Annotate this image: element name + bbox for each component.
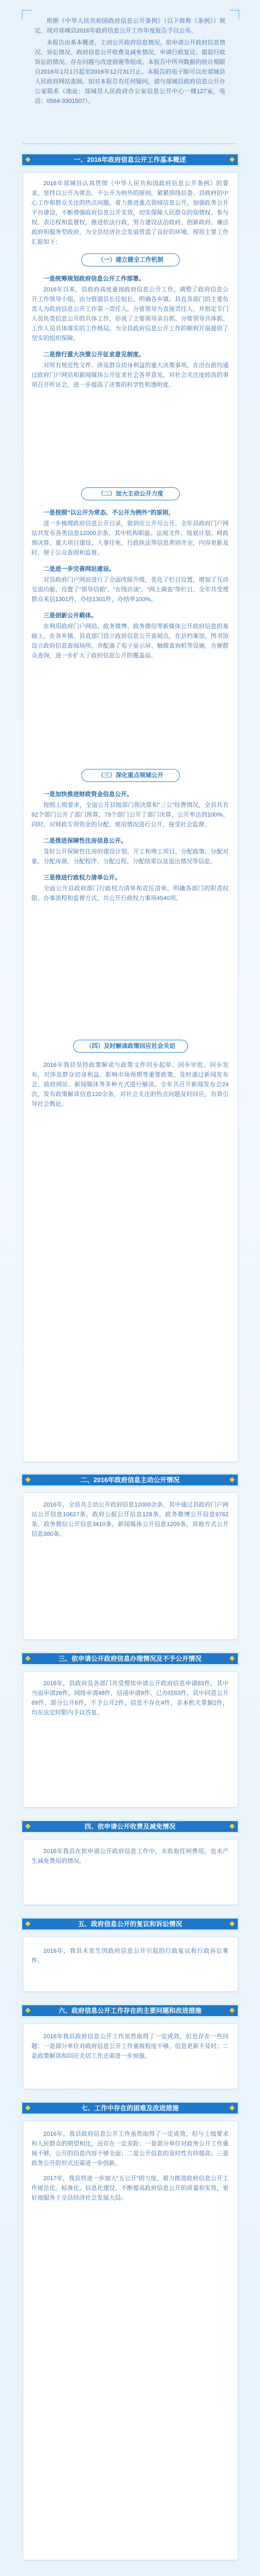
- subsection-heading: （三）深化重点领域公开: [81, 769, 180, 782]
- bold-lead: 二是进一步完善网站建设。: [43, 566, 115, 572]
- bold-lead: 一是统筹规划政府信息公开工作部署。: [43, 276, 145, 282]
- section-heading: 六、政府信息公开工作存在的主要问题和改进措施: [21, 2004, 239, 2018]
- section-text: [31, 790, 229, 904]
- section-text: [31, 274, 229, 391]
- paragraph: 2016年，我县未发生因政府信息公开引起的行政复议和行政诉讼案件。: [31, 1948, 229, 1964]
- section-text: [31, 1679, 229, 1719]
- intro-paragraph: 根据《中华人民共和国政府信息公开条例》（以下简称《条例》）规定，现对郯城县2016年政府信息公开工作年度报告予以公布。: [35, 18, 225, 34]
- bold-lead: 二是推进保障性住房信息公开。: [43, 838, 127, 844]
- bold-lead: 二是推行重大决策公开征求意见制度。: [43, 351, 145, 358]
- section-text: [31, 2129, 229, 2204]
- bold-lead: 三是创新公开载体。: [43, 612, 97, 619]
- section-text: [31, 1500, 229, 1540]
- intro-block: [35, 16, 225, 106]
- paragraph: 按照上级要求，全面公开县级部门预决算和“三公”经费情况，全县共有92个部门公开了部门预算，79个部门公开了部门决算，公开率达到100%。同时，对财政专项资金的分配、使用情况进行公开，接受社会监督。: [31, 802, 229, 828]
- section-text: [31, 2032, 229, 2062]
- section-heading: 二、2016年政府信息主动公开情况: [21, 1473, 239, 1487]
- subsection-heading: （四）及时解读政策回应社会关切: [73, 1040, 188, 1053]
- paragraph: 2016年，我县政府信息公开工作虽然取得了一定成效，但与上级要求和人民群众的期望相比，还存在一定差距：一是部分单位对政务公开工作重视不够，公开的信息内容不够全面；二是公开信息的及时性有待提高；三是政务公开的形式还需进一步创新。: [31, 2131, 229, 2167]
- paragraph: 2016年以来，县政府高度重视政府信息公开工作，调整了政府信息公开工作领导小组，由分管副县长任组长，明确各乡镇、县直各部门的主要负责人为政府信息公开工作第一责任人，分管领导为直接责任人，并指定专门人员负责信息公开的具体工作，形成了主要领导亲自抓、分管领导具体抓、工作人员具体落实的工作格局，为全县政府信息公开工作的顺利开展提供了坚实的组织保障。: [31, 286, 229, 342]
- paragraph: 对县政府门户网站进行了全面改版升级，优化了栏目设置，增加了互动交流功能，设置了“领导信箱”、“在线访谈”、“网上调查”等栏目，全年共受理群众来信1301件，办结1301件，办结率100%。: [31, 577, 229, 603]
- section-text: [31, 1060, 229, 1110]
- paragraph: 对所有规范性文件、涉及群众切身利益的重大决策事项，在出台前均通过政府门户网站和新闻媒体公开征求社会各界意见，对社会关注度较高的事项召开听证会，进一步提高了决策的科学性和透明度。: [31, 362, 229, 388]
- section-text: [31, 1946, 229, 1967]
- section-heading: 一、2016年政府信息公开工作基本概述: [21, 153, 239, 167]
- corner-ornament: [22, 10, 31, 19]
- paragraph: 2016年我县政府信息公开工作虽然取得了一定成效，但也存在一些问题：一是部分单位对政府信息公开工作重视程度不够，信息更新不及时；二是政策解读和回应关切工作还需进一步加强。: [31, 2033, 229, 2059]
- paragraph: 2016年郯城县认真贯彻《中华人民共和国政府信息公开条例》的要求，坚持以公开为常态、不公开为例外的原则，紧紧围绕县委、县政府的中心工作和群众关注的热点问题，着力推进重点领域信息公开，加强政务公开平台建设，不断增强政府信息公开实效，切实保障人民群众的知情权、参与权、表达权和监督权，推进依法行政，努力建设法治政府、创新政府、廉洁政府和服务型政府，为全县经济社会发展营造了良好的环境。现将主要工作汇报如下：: [31, 180, 229, 245]
- section-heading: 五、政府信息公开的复议和诉讼情况: [21, 1917, 239, 1931]
- paragraph: 在利用政府门户网站、政务微博、政务微信等新媒体公开政府信息的基础上，在各乡镇、县直部门设立政府信息公开查阅点，在县档案馆、图书馆设立政府信息查阅场所，并配备了电子显示屏、触摸查询机等设施，方便群众查询，进一步扩大了政府信息公开的覆盖面。: [31, 623, 229, 659]
- section-heading: 七、工作中存在的困难及改进措施: [21, 2101, 239, 2115]
- section-heading: 三、依申请公开政府信息办理情况及不予公开情况: [21, 1652, 239, 1666]
- subsection-heading: （二）加大主动公开力度: [81, 487, 180, 500]
- subsection-heading: （一）建立健全工作机制: [81, 253, 180, 266]
- section-text: [31, 508, 229, 662]
- section-text: [31, 1847, 229, 1867]
- divider: [23, 144, 237, 145]
- bold-lead: 一是按照“以公开为常态、不公开为例外”的原则，: [43, 510, 174, 516]
- paragraph: 及时公开保障性住房的建设计划、开工和竣工项目、分配政策、分配对象、分配房源、分配程序、分配过程、分配结果以及退出情况等信息。: [31, 849, 229, 865]
- bold-lead: 三是推进行政权力清单公开。: [43, 875, 121, 881]
- paragraph: 2016年，县政府及各部门共受理依申请公开政府信息申请83件，其中当面申请26件，网络申请48件，信函申请9件。已办结83件，其中同意公开69件，部分公开6件，不予公开2件，信息不存在4件，非本机关掌握2件，均在法定时限内予以答复。: [31, 1680, 229, 1716]
- paragraph: 2016年，全县共主动公开政府信息12000余条，其中通过县政府门户网站公开信息10627条，政府公报公开信息128条，政务微博公开信息9762条，政务微信公开信息3410条，新闻媒体公开信息1209条，其他方式公开信息380条。: [31, 1502, 229, 1537]
- paragraph: 2016年我县坚持政策解读与政策文件同步起草、同步审批、同步发布，对涉及群众切身利益、影响市场预期等重要政策，及时通过新闻发布会、政府网站、新闻媒体等多种方式进行解读。全年共召开新闻发布会24次，发布政策解读信息120余条，对社会关注的热点问题及时回应，有效引导社会舆论。: [31, 1062, 229, 1107]
- section-text: [31, 179, 229, 248]
- paragraph: 进一步梳理政府信息公开目录，做到应公开尽公开。全年县政府门户网站共发布各类信息12000余条，其中机构职能、法规文件、规划计划、财政预决算、重大项目建设、人事任免、行政执法等信息类别齐全，内容更新及时，便于公众查阅和监督。: [31, 520, 229, 556]
- corner-ornament: [230, 10, 239, 19]
- paragraph: 2017年，我县将进一步加大“五公开”的力度，着力推进政府信息公开工作规范化、标准化、信息化建设，不断提高政府信息公开的质量和实效，更好地服务于全县经济社会发展大局。: [31, 2175, 229, 2201]
- bold-lead: 一是加快推进财政资金信息公开。: [43, 791, 133, 798]
- paragraph: 2016年我县在依申请公开政府信息工作中，未收取任何费用，也未产生减免费用的情况。: [31, 1848, 229, 1864]
- paragraph: 全面公开县政府部门行政权力清单和责任清单，明确各部门的职责权限、办事流程和监督方式，共公开行政权力事项4540项。: [31, 885, 229, 902]
- intro-paragraph: 本报告由基本概述、主动公开政府信息情况、依申请公开政府信息情况、诉讼情况、政府信息公开收费及减免情况、申请行政复议、提起行政诉讼的情况、存在问题与改进措施等组成。本报告中所列数据的统计期限自2016年1月1日起至2016年12月31日止。本报告的电子版可以在郯城县人民政府网站查阅。如对本报告有任何疑问，请与郯城县政府信息公开办公室联系（地址：郯城县人民政府办公室信息公开中心一楼127室，电话：0564-3301507）。: [35, 40, 225, 105]
- section-heading: 四、依申请公开收费及减免情况: [21, 1819, 239, 1834]
